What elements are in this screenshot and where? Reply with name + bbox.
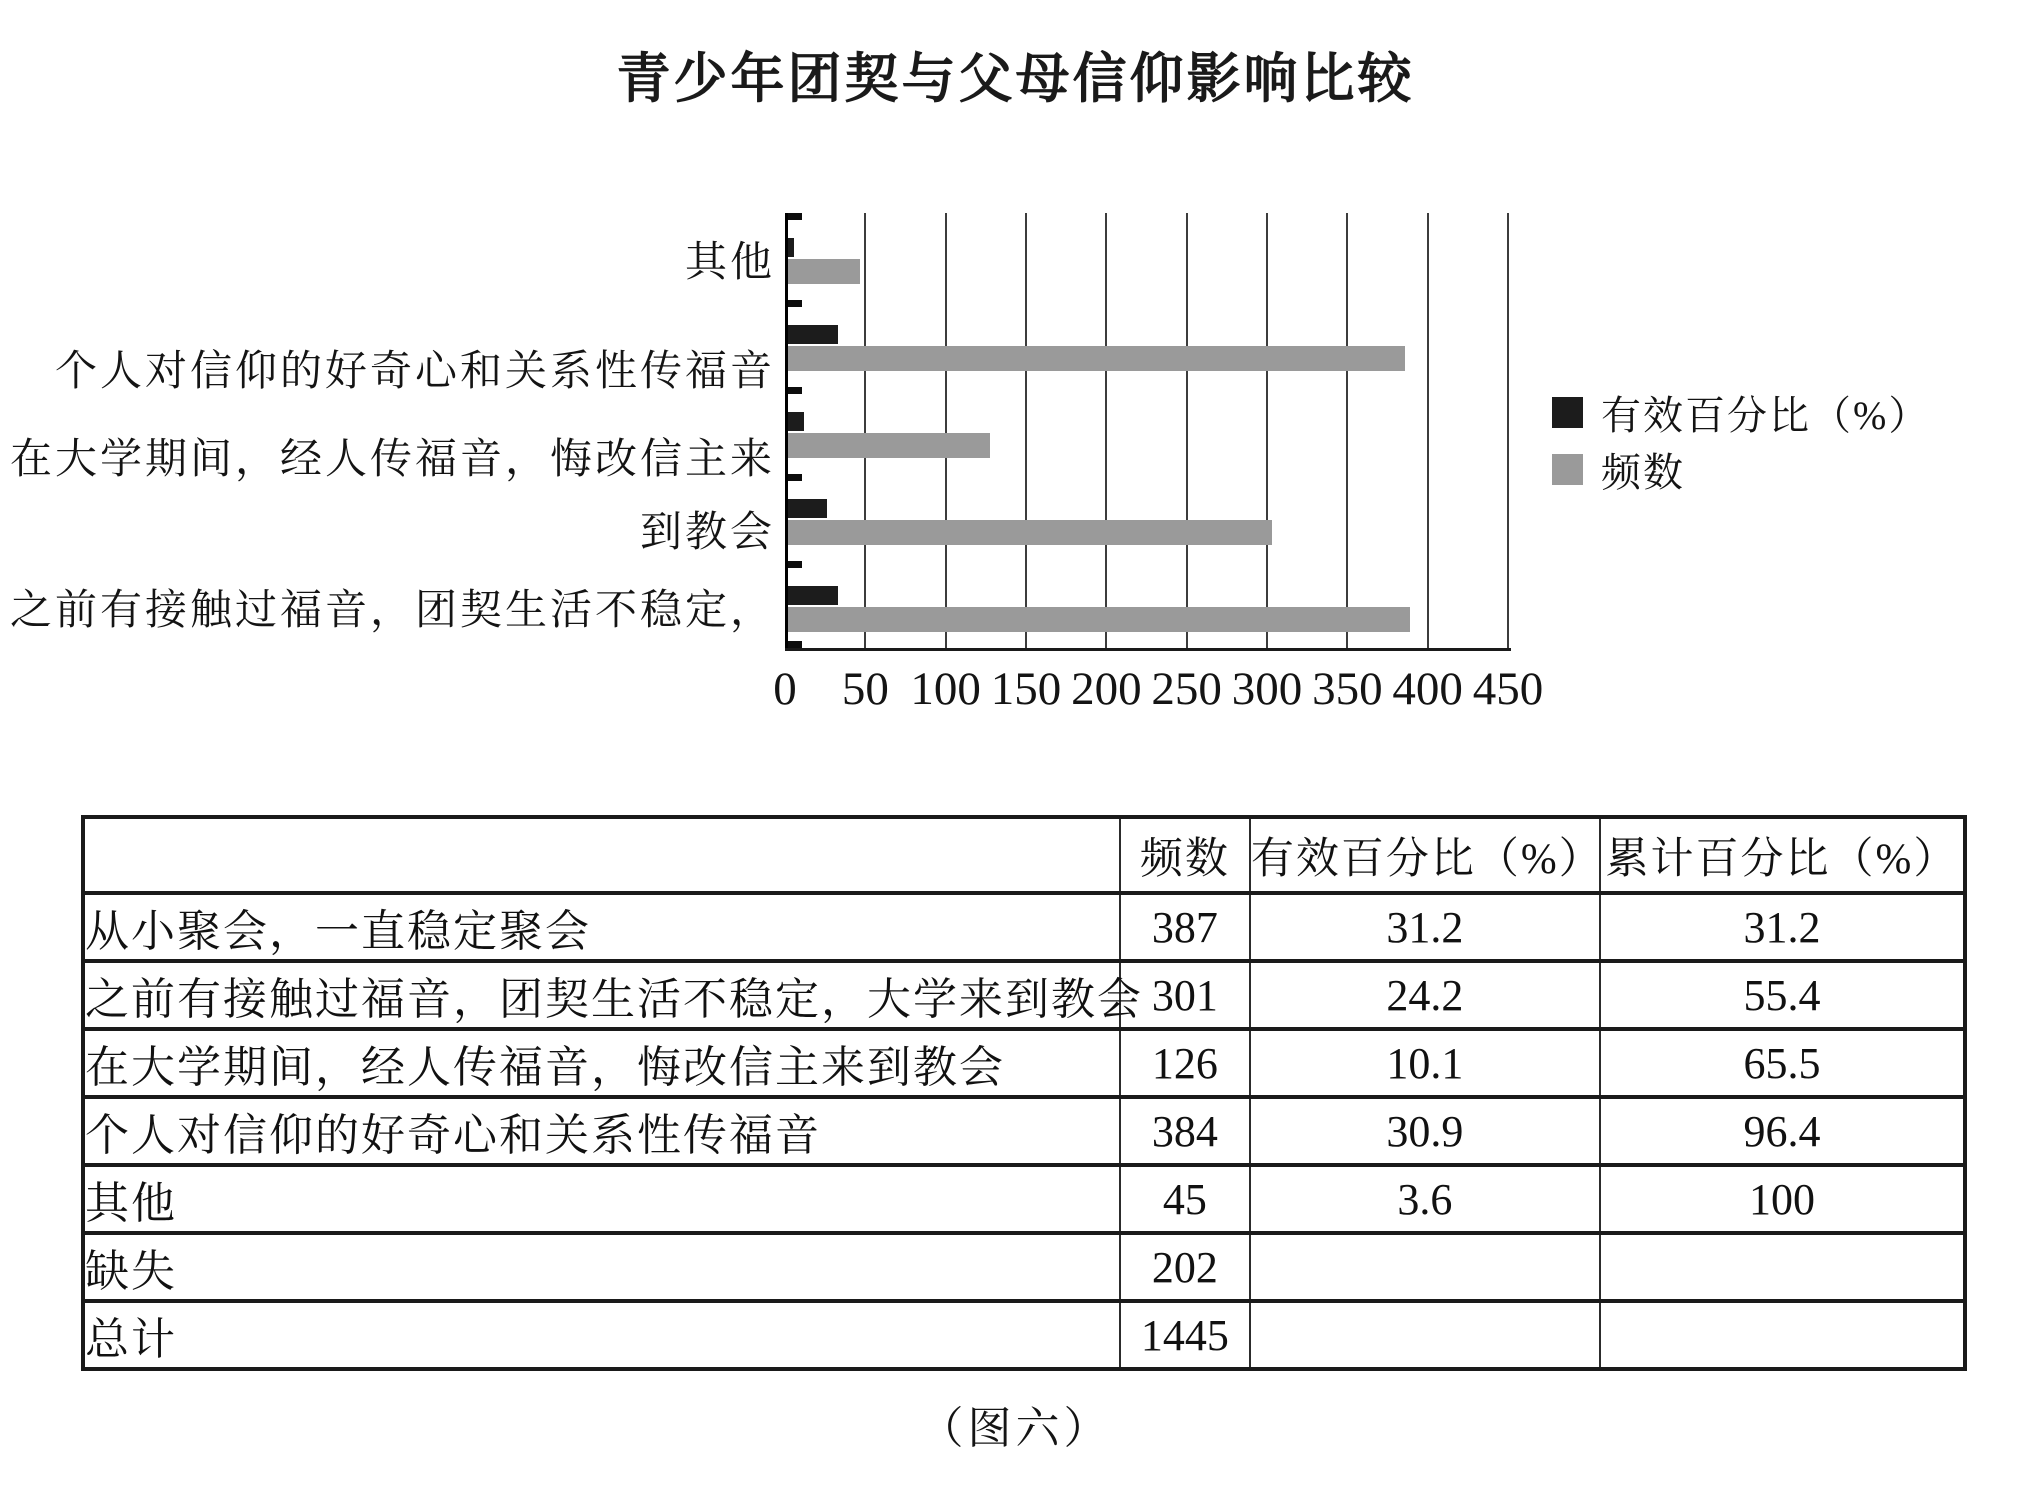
row-label-cell: 从小聚会，一直稳定聚会 bbox=[83, 893, 1120, 961]
x-axis-line bbox=[785, 648, 1511, 651]
table-body bbox=[83, 893, 1965, 1369]
table-row bbox=[83, 893, 1965, 961]
row-label-cell: 其他 bbox=[83, 1165, 1120, 1233]
table-header bbox=[83, 817, 1965, 893]
value-cell: 24.2 bbox=[1250, 961, 1600, 1029]
plot-area bbox=[785, 213, 1508, 648]
bar-frequency bbox=[788, 520, 1272, 545]
table-header-cell: 频数 bbox=[1120, 817, 1250, 893]
x-axis-tick-label: 150 bbox=[990, 663, 1062, 715]
value-cell: 384 bbox=[1120, 1097, 1250, 1165]
row-label-cell: 在大学期间，经人传福音，悔改信主来到教会 bbox=[83, 1029, 1120, 1097]
bar-frequency bbox=[788, 259, 860, 284]
x-axis-tick-label: 50 bbox=[841, 663, 889, 715]
table-row bbox=[83, 1097, 1965, 1165]
legend-item bbox=[1552, 449, 1685, 495]
gridline bbox=[1346, 213, 1348, 648]
gridline bbox=[1025, 213, 1027, 648]
value-cell: 55.4 bbox=[1600, 961, 1965, 1029]
x-axis-tick-label: 200 bbox=[1071, 663, 1142, 715]
y-axis-tick bbox=[788, 641, 802, 648]
row-label-cell: 总计 bbox=[83, 1301, 1120, 1369]
x-axis-tick-label: 0 bbox=[773, 663, 797, 715]
legend-label: 有效百分比（%） bbox=[1601, 392, 1931, 438]
gridline bbox=[1105, 213, 1107, 648]
value-cell bbox=[1250, 1301, 1600, 1369]
bar-frequency bbox=[788, 346, 1405, 371]
value-cell: 31.2 bbox=[1600, 893, 1965, 961]
value-cell: 202 bbox=[1120, 1233, 1250, 1301]
frequency-table bbox=[81, 815, 1967, 1371]
table-row bbox=[83, 961, 1965, 1029]
value-cell: 126 bbox=[1120, 1029, 1250, 1097]
value-cell: 45 bbox=[1120, 1165, 1250, 1233]
legend-item bbox=[1552, 392, 1931, 438]
y-axis-tick bbox=[788, 387, 802, 394]
y-axis-tick bbox=[788, 561, 802, 568]
value-cell: 10.1 bbox=[1250, 1029, 1600, 1097]
table-header-cell: 有效百分比（%） bbox=[1250, 817, 1600, 893]
row-label-cell: 缺失 bbox=[83, 1233, 1120, 1301]
table-row bbox=[83, 1233, 1965, 1301]
value-cell: 3.6 bbox=[1250, 1165, 1600, 1233]
table-header-row bbox=[83, 817, 1965, 893]
bar-valid-percent bbox=[788, 586, 838, 605]
value-cell: 387 bbox=[1120, 893, 1250, 961]
value-cell: 100 bbox=[1600, 1165, 1965, 1233]
bar-frequency bbox=[788, 607, 1410, 632]
gridline bbox=[1427, 213, 1429, 648]
legend-swatch bbox=[1552, 454, 1583, 485]
x-axis-tick-label: 250 bbox=[1151, 663, 1222, 715]
gridline bbox=[945, 213, 947, 648]
x-axis-tick-label: 350 bbox=[1312, 663, 1383, 715]
category-label: 到教会 bbox=[639, 510, 775, 556]
value-cell: 1445 bbox=[1120, 1301, 1250, 1369]
x-axis-tick-label: 300 bbox=[1231, 663, 1303, 715]
value-cell: 96.4 bbox=[1600, 1097, 1965, 1165]
gridline bbox=[864, 213, 866, 648]
value-cell bbox=[1600, 1233, 1965, 1301]
table-header-cell bbox=[83, 817, 1120, 893]
value-cell: 31.2 bbox=[1250, 893, 1600, 961]
value-cell: 65.5 bbox=[1600, 1029, 1965, 1097]
row-label-cell: 之前有接触过福音，团契生活不稳定，大学来到教会 bbox=[83, 961, 1120, 1029]
bar-frequency bbox=[788, 433, 990, 458]
gridline bbox=[1186, 213, 1188, 648]
table-header-cell: 累计百分比（%） bbox=[1600, 817, 1965, 893]
y-axis-tick bbox=[788, 213, 802, 220]
value-cell bbox=[1250, 1233, 1600, 1301]
x-axis-tick-label: 450 bbox=[1472, 663, 1544, 715]
gridline bbox=[1507, 213, 1509, 648]
legend-label: 频数 bbox=[1601, 449, 1685, 495]
category-label: 之前有接触过福音，团契生活不稳定， bbox=[9, 588, 775, 634]
value-cell bbox=[1600, 1301, 1965, 1369]
table-row bbox=[83, 1165, 1965, 1233]
chart-title: 青少年团契与父母信仰影响比较 bbox=[616, 49, 1415, 109]
bar-valid-percent bbox=[788, 238, 794, 257]
figure-caption: （图六） bbox=[919, 1404, 1112, 1453]
category-label: 个人对信仰的好奇心和关系性传福音 bbox=[54, 349, 775, 395]
x-axis-tick-label: 400 bbox=[1392, 663, 1463, 715]
table-row bbox=[83, 1301, 1965, 1369]
bar-valid-percent bbox=[788, 499, 827, 518]
bar-valid-percent bbox=[788, 412, 804, 431]
bar-valid-percent bbox=[788, 325, 838, 344]
value-cell: 30.9 bbox=[1250, 1097, 1600, 1165]
value-cell: 301 bbox=[1120, 961, 1250, 1029]
x-axis-tick-label: 100 bbox=[910, 663, 981, 715]
category-label: 其他 bbox=[684, 240, 775, 286]
y-axis-tick bbox=[788, 300, 802, 307]
gridline bbox=[1266, 213, 1268, 648]
category-label: 在大学期间，经人传福音，悔改信主来 bbox=[9, 437, 775, 483]
y-axis-tick bbox=[788, 474, 802, 481]
row-label-cell: 个人对信仰的好奇心和关系性传福音 bbox=[83, 1097, 1120, 1165]
legend-swatch bbox=[1552, 397, 1583, 428]
table-row bbox=[83, 1029, 1965, 1097]
